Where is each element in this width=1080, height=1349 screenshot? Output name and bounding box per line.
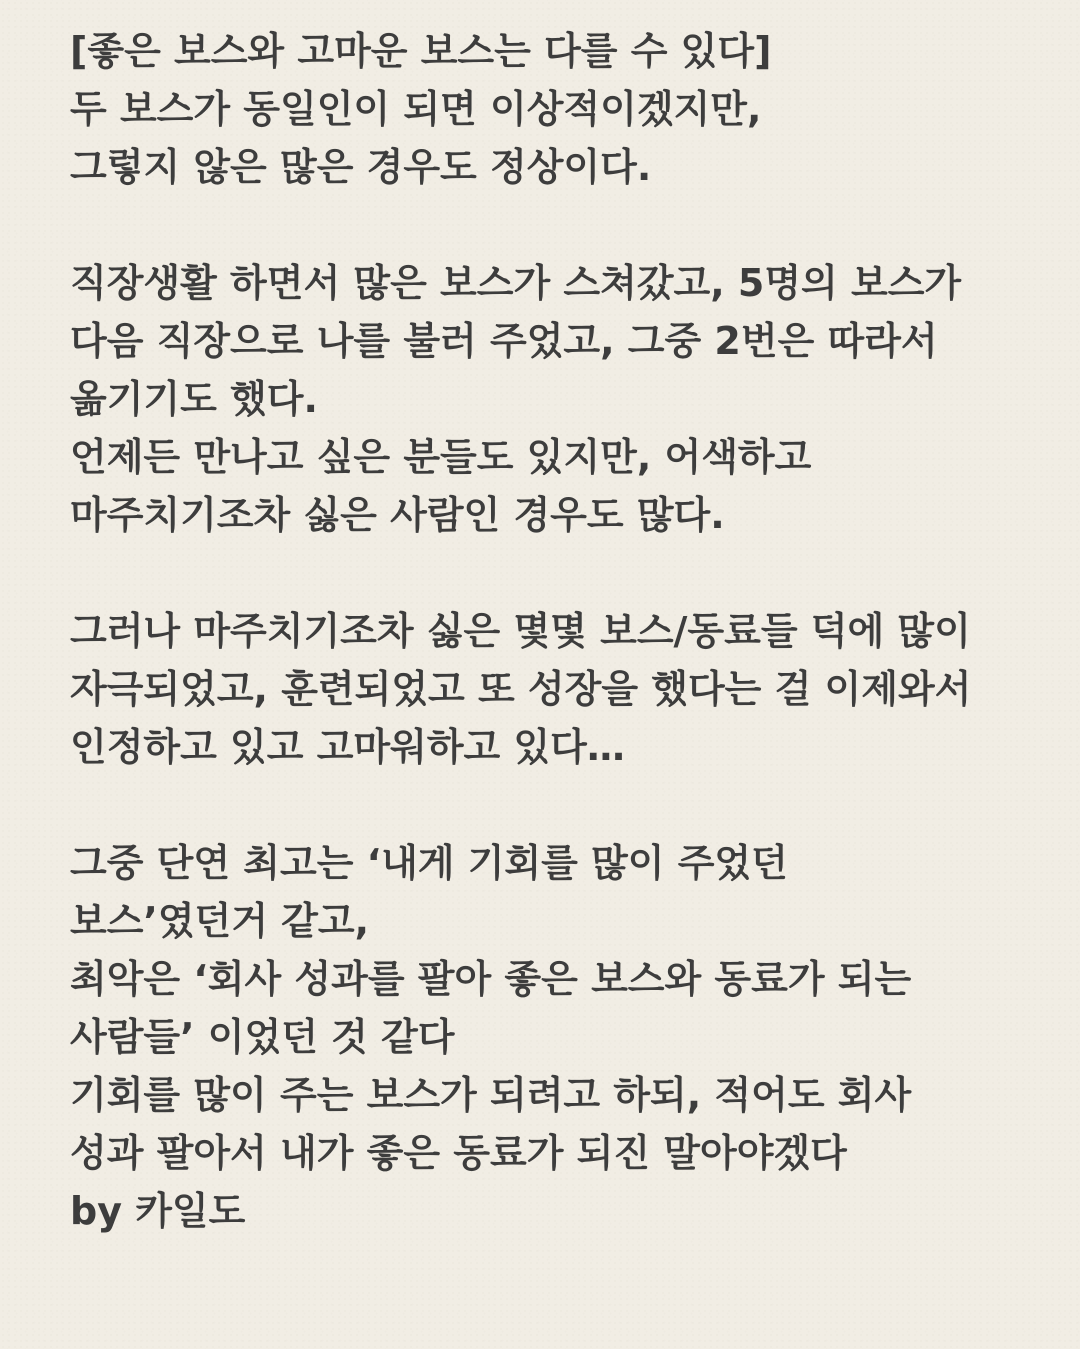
text-line: 마주치기조차 싫은 사람인 경우도 많다. xyxy=(70,493,725,537)
paragraph-bosses xyxy=(70,254,1060,544)
text-line: 인정하고 있고 고마워하고 있다… xyxy=(70,725,625,769)
text-line: 보스’였던거 같고, xyxy=(70,899,370,943)
paragraph-title xyxy=(70,22,1060,196)
text-line: 직장생활 하면서 많은 보스가 스쳐갔고, 5명의 보스가 xyxy=(70,261,962,305)
memo-note-body xyxy=(70,22,1060,1240)
paragraph-growth xyxy=(70,602,1060,776)
text-line: 언제든 만나고 싶은 분들도 있지만, 어색하고 xyxy=(70,435,812,479)
text-line: 성과 팔아서 내가 좋은 동료가 되진 말아야겠다 xyxy=(70,1131,847,1175)
paragraph-gap xyxy=(70,776,1060,834)
text-line: [좋은 보스와 고마운 보스는 다를 수 있다] xyxy=(70,29,772,73)
text-line: 다음 직장으로 나를 불러 주었고, 그중 2번은 따라서 xyxy=(70,319,938,363)
paragraph-gap xyxy=(70,544,1060,602)
text-line: 최악은 ‘회사 성과를 팔아 좋은 보스와 동료가 되는 xyxy=(70,957,912,1001)
text-line: 그렇지 않은 많은 경우도 정상이다. xyxy=(70,145,652,189)
text-line: 그중 단연 최고는 ‘내게 기회를 많이 주었던 xyxy=(70,841,788,885)
author-signature: by 카일도 xyxy=(70,1189,246,1233)
paragraph-conclusion xyxy=(70,834,1060,1240)
text-line: 자극되었고, 훈련되었고 또 성장을 했다는 걸 이제와서 xyxy=(70,667,972,711)
text-line: 옮기기도 했다. xyxy=(70,377,318,421)
text-line: 사람들’ 이었던 것 같다 xyxy=(70,1015,455,1059)
text-line: 그러나 마주치기조차 싫은 몇몇 보스/동료들 덕에 많이 xyxy=(70,609,971,653)
paragraph-gap xyxy=(70,196,1060,254)
text-line: 두 보스가 동일인이 되면 이상적이겠지만, xyxy=(70,87,762,131)
text-line: 기회를 많이 주는 보스가 되려고 하되, 적어도 회사 xyxy=(70,1073,912,1117)
